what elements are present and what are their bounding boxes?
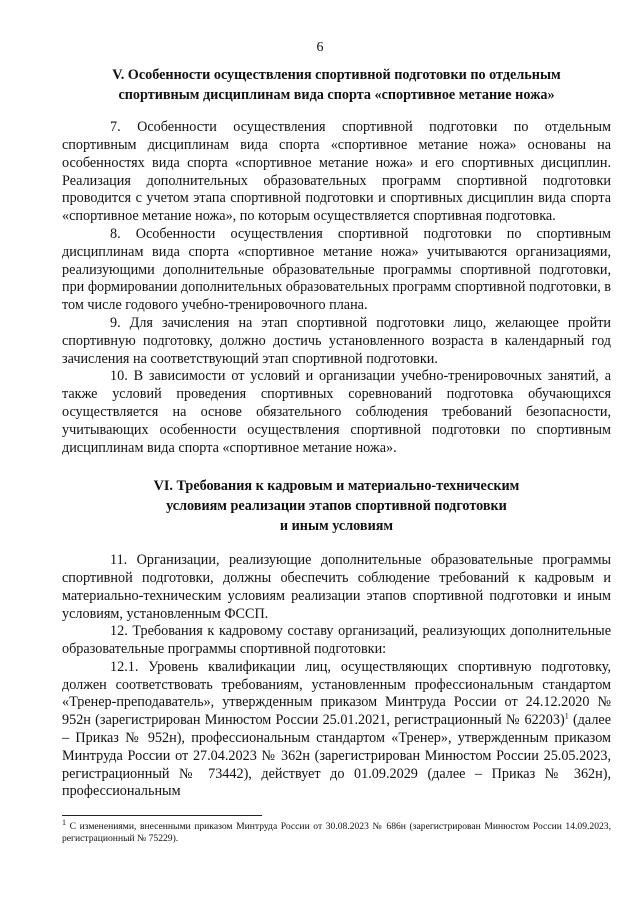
- section-5-title-line: V. Особенности осуществления спортивной подготовки по отдельным: [112, 67, 561, 83]
- page-number: 6: [316, 40, 324, 55]
- footnote: [62, 817, 611, 846]
- paragraph-12: 12. Требования к кадровому составу организаций, реализующих дополнительные образовательные программы спортивной подготовки:: [62, 623, 611, 658]
- paragraph-12-1-text-end: (далее – Приказ № 952н), профессиональным стандартом «Тренер», утвержденным приказом Минтруда России от 27.04.2023 № 362н (зарегистрирован Минюстом России 25.05.2023, регистрационный № 73442), действует до 01.09.2029 (далее – Приказ № 362н), профессиональным: [62, 712, 611, 800]
- footnote-separator: [62, 815, 262, 816]
- paragraph-8: 8. Особенности осуществления спортивной подготовки по спортивным дисциплинам вида спорта «спортивное метание ножа» учитываются организациями, реализующими дополнительные образовательные программы спортивной подготовки, при формировании дополнительных образовательных программ спортивной подготовки, в том числе годового учебно-тренировочного плана.: [62, 225, 611, 314]
- section-5-title: [62, 66, 611, 105]
- paragraph-12-1: [62, 659, 611, 801]
- paragraph-12-1-text-start: 12.1. Уровень квалификации лиц, осуществляющих спортивную подготовку, должен соответствовать требованиям, установленным профессиональным стандартом «Тренер-преподаватель», утвержденным приказом Минтруда России от 24.12.2020 № 952н (зарегистрирован Минюстом России 25.01.2021, регистрационный № 62203): [62, 658, 611, 729]
- section-6-title-line: и иным условиям: [279, 517, 394, 534]
- footnote-text: С изменениями, внесенными приказом Минтруда России от 30.08.2023 № 686н (зарегистрирован Минюстом России 14.09.2023, регистрационный № 75229).: [62, 821, 611, 845]
- paragraph-9: 9. Для зачисления на этап спортивной подготовки лицо, желающее пройти спортивную подготовку, должно достичь установленного возраста в календарный год зачисления на соответствующий этап спортивной подготовки.: [62, 314, 611, 367]
- footnote-reference: 1: [564, 711, 569, 721]
- paragraph-7: 7. Особенности осуществления спортивной подготовки по отдельным спортивным дисциплинам вида спорта «спортивное метание ножа» основаны на особенностях вида спорта «спортивное метание ножа» и его спортивных дисциплин. Реализация дополнительных образовательных программ спортивной подготовки проводится с учетом этапа спортивной подготовки и спортивных дисциплин вида спорта «спортивное метание ножа», по которым осуществляется спортивная подготовка.: [62, 119, 611, 225]
- footnote-marker: 1: [62, 817, 66, 827]
- section-6-title-line: VI. Требования к кадровым и материально-техническим: [153, 478, 520, 495]
- section-6-title: [62, 477, 611, 536]
- paragraph-10: 10. В зависимости от условий и организации учебно-тренировочных занятий, а также условий проведения спортивных соревнований подготовка обучающихся осуществляется на основе обязательного соблюдения требований безопасности, учитывающих особенности осуществления спортивной подготовки по спортивным дисциплинам вида спорта «спортивное метание ножа».: [62, 368, 611, 456]
- document-body: [62, 66, 611, 801]
- section-5-title-line: спортивным дисциплинам вида спорта «спортивное метание ножа»: [118, 86, 555, 103]
- paragraph-11: 11. Организации, реализующие дополнительные образовательные программы спортивной подготовки, должны обеспечить соблюдение требований к кадровым и материально-техническим условиям реализации этапов спортивной подготовки и иным условиям, установленным ФССП.: [62, 552, 611, 622]
- section-6-title-line: условиям реализации этапов спортивной подготовки: [166, 497, 507, 514]
